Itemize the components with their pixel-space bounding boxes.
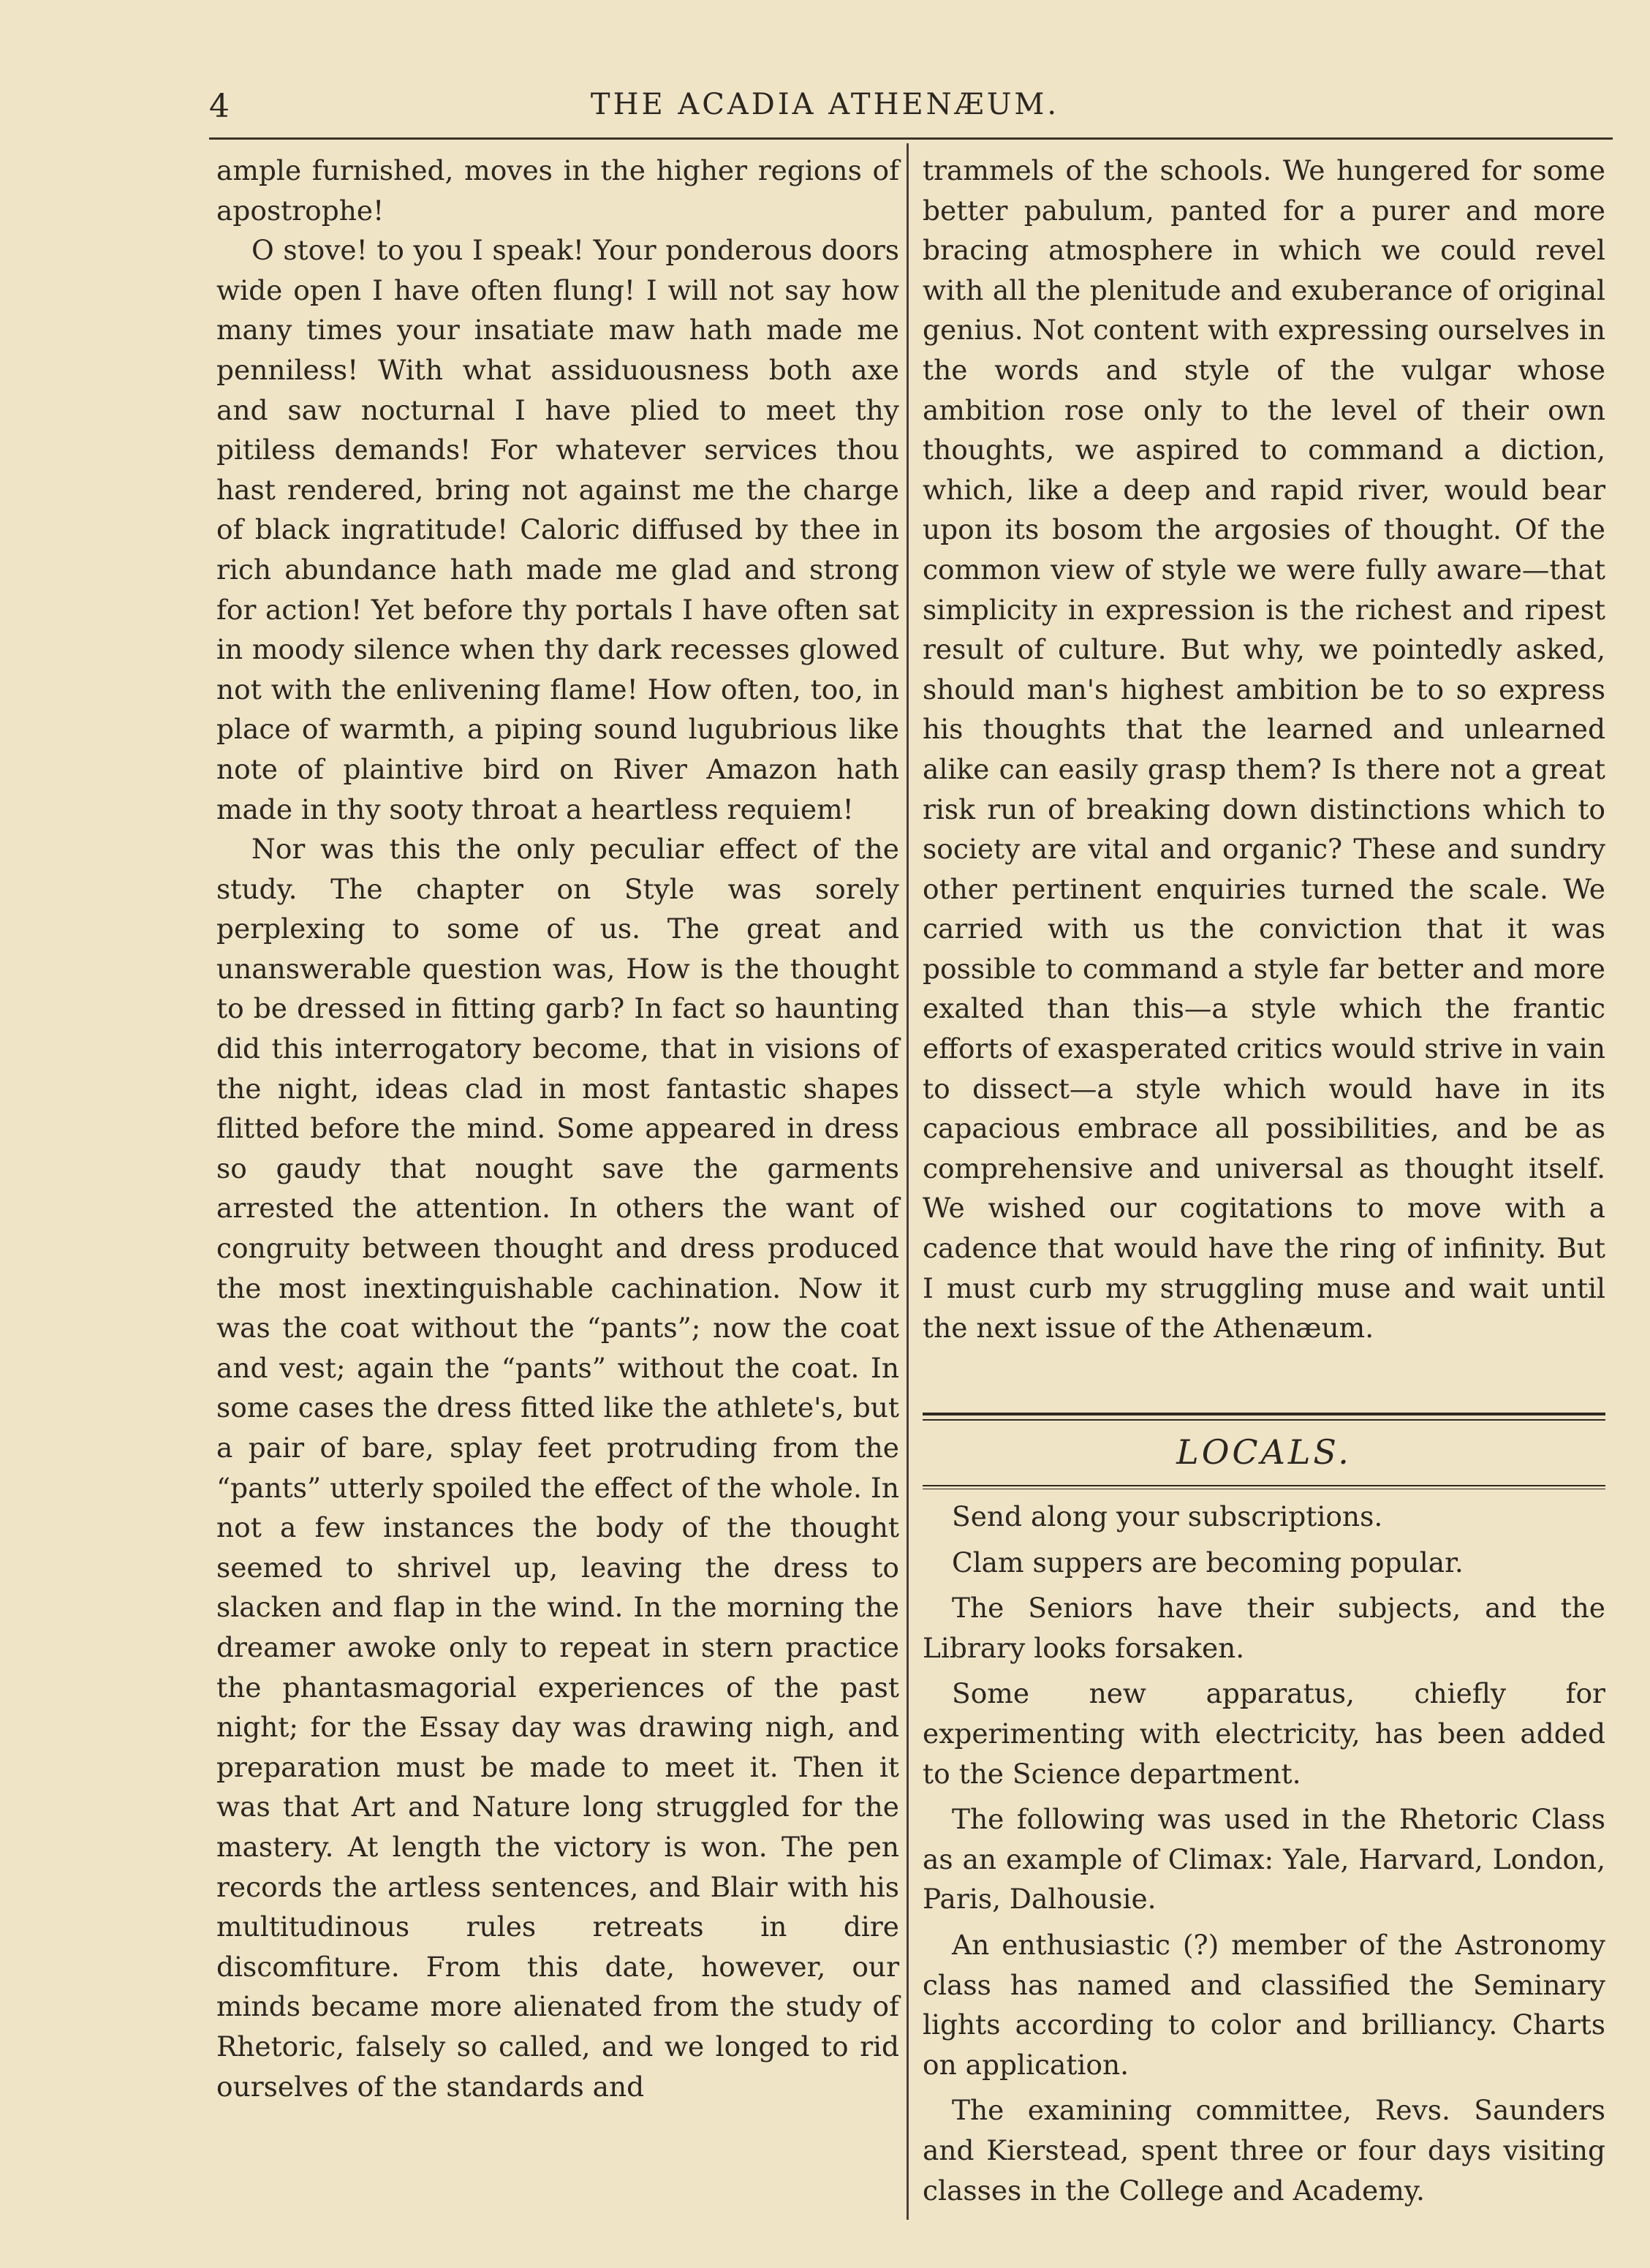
- running-title: THE ACADIA ATHENÆUM.: [590, 88, 1060, 121]
- section-rule: [923, 1413, 1605, 1421]
- local-item: Some new apparatus, chiefly for experimenting with electricity, has been added to the Science department.: [923, 1677, 1605, 1790]
- local-item: An enthusiastic (?) member of the Astronomy class has named and classified the Seminary lights according to color and brilliancy. Charts on application.: [923, 1928, 1605, 2081]
- header-rule: [209, 137, 1613, 140]
- left-column: [216, 151, 899, 2106]
- local-item: Send along your subscriptions.: [952, 1500, 1383, 1532]
- heading-rule: [923, 1485, 1605, 1489]
- local-item: The examining committee, Revs. Saunders and Kierstead, spent three or four days visiting classes in the College and Academy.: [923, 2094, 1605, 2207]
- locals-heading: LOCALS.: [1176, 1432, 1352, 1472]
- paragraph-stove: O stove! to you I speak! Your ponderous doors wide open I have often flung! I will not say how many times your insatiate maw hath made me penniless! With what assiduousness both axe and saw nocturnal I have plied to meet thy pitiless demands! For whatever services thou hast rendered, bring not against me the charge of black ingratitude! Caloric diffused by thee in rich abundance hath made me glad and strong for action! Yet before thy portals I have often sat in moody silence when thy dark recesses glowed not with the enlivening flame! How often, too, in place of warmth, a piping sound lugubrious like note of plaintive bird on River Amazon hath made in thy sooty throat a heartless requiem!: [216, 234, 899, 825]
- local-item: Clam suppers are becoming popular.: [952, 1546, 1464, 1579]
- paragraph-continued: ample furnished, moves in the higher regions of apostrophe!: [216, 154, 899, 227]
- right-column: [923, 151, 1605, 1348]
- paragraph-schools: trammels of the schools. We hungered for some better pabulum, panted for a purer and more bracing atmosphere in which we could revel with all the plenitude and exuberance of original genius. Not content with expressing ourselves in the words and style of the vulgar whose ambition rose only to the level of their own thoughts, we aspired to command a diction, which, like a deep and rapid river, would bear upon its bosom the argosies of thought. Of the common view of style we were fully aware—that simplicity in expression is the richest and ripest result of culture. But why, we pointedly asked, should man's highest ambition be to so express his thoughts that the learned and unlearned alike can easily grasp them? Is there not a great risk run of breaking down distinctions which to society are vital and organic? These and sundry other pertinent enquiries turned the scale. We carried with us the conviction that it was possible to command a style far better and more exalted than this—a style which the frantic efforts of exasperated critics would strive in vain to dissect—a style which would have in its capacious embrace all possibilities, and be as comprehensive and universal as thought itself. We wished our cogitations to move with a cadence that would have the ring of infinity. But I must curb my struggling muse and wait until the next issue of the Athenæum.: [923, 154, 1605, 1345]
- paragraph-style: Nor was this the only peculiar effect of the study. The chapter on Style was sorely perplexing to some of us. The great and unanswerable question was, How is the thought to be dressed in fitting garb? In fact so haunting did this interrogatory become, that in visions of the night, ideas clad in most fantastic shapes flitted before the mind. Some appeared in dress so gaudy that nought save the garments arrested the attention. In others the want of congruity between thought and dress produced the most inextinguishable cachination. Now it was the coat without the “pants”; now the coat and vest; again the “pants” without the coat. In some cases the dress fitted like the athlete's, but a pair of bare, splay feet protruding from the “pants” utterly spoiled the effect of the whole. In not a few instances the body of the thought seemed to shrivel up, leaving the dress to slacken and flap in the wind. In the morning the dreamer awoke only to repeat in stern practice the phantasmagorial experiences of the past night; for the Essay day was drawing nigh, and preparation must be made to meet it. Then it was that Art and Nature long struggled for the mastery. At length the victory is won. The pen records the artless sentences, and Blair with his multitudinous rules retreats in dire discomfiture. From this date, however, our minds became more alienated from the study of Rhetoric, falsely so called, and we longed to rid ourselves of the standards and: [216, 833, 899, 2103]
- page-header: [0, 88, 1650, 132]
- column-divider: [907, 143, 909, 2220]
- page-number: 4: [209, 88, 230, 125]
- locals-section: [923, 1413, 1605, 2216]
- local-item: The Seniors have their subjects, and the Library looks forsaken.: [923, 1592, 1605, 1664]
- local-item: The following was used in the Rhetoric Class as an example of Climax: Yale, Harvard, London, Paris, Dalhousie.: [923, 1803, 1605, 1916]
